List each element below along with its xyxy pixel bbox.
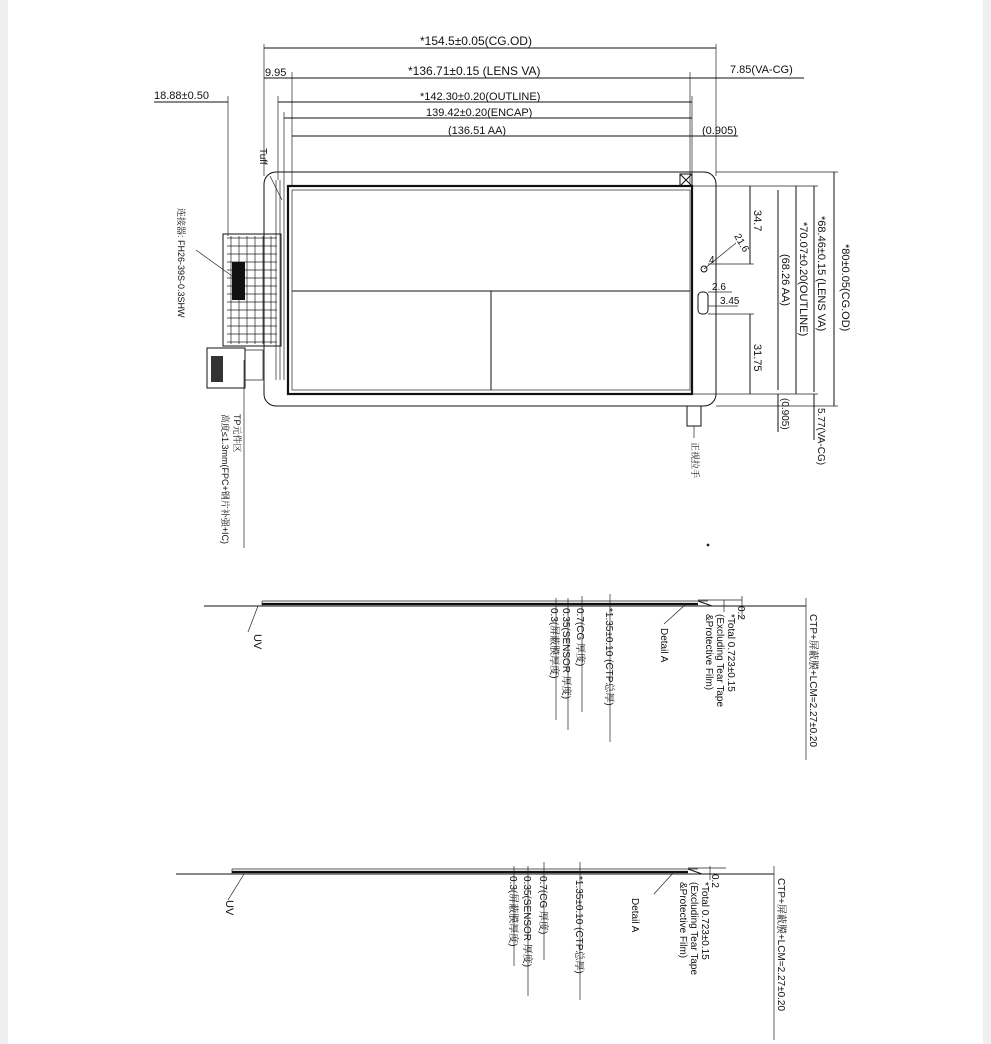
dim-va-cg-bottom: 5.77(VA-CG) [815, 408, 826, 466]
dim-aa-margin-bottom: (0.905) [779, 398, 790, 430]
side-view-1 [204, 594, 820, 760]
dim-cg-od-height: *80±0.05(CG.OD) [839, 244, 851, 332]
dim-outline-width: *142.30±0.20(OUTLINE) [420, 91, 541, 103]
slot-mark [698, 292, 708, 314]
dim-aa-margin-right: (0.905) [702, 125, 737, 137]
total-note-line-3: &Protective Film) [677, 882, 688, 959]
dim-outline-height: *70.07±0.20(OUTLINE) [797, 222, 809, 337]
dim-4: 4 [709, 255, 715, 266]
dim-lens-va-width: *136.71±0.15 (LENS VA) [408, 64, 541, 78]
uv-label: UV [223, 900, 235, 916]
total-note-line-2: (Excluding Tear Tape [688, 882, 699, 976]
ctp-total-label: *1.35±0.10 (CTP总厚) [573, 876, 584, 974]
total-note-line-2: (Excluding Tear Tape [714, 614, 725, 708]
dim-aa-width: (136.51 AA) [448, 125, 507, 137]
mechanical-drawing [8, 0, 983, 1044]
pull-tab [687, 406, 701, 426]
ctp-lcm-label: CTP+屏蔽膜+LCM=2.27±0.20 [775, 878, 786, 1012]
total-note-line-1: *Total 0.723±0.15 [725, 614, 736, 692]
layer-cg-label: 0.7(CG 厚度) [574, 608, 585, 667]
dim-va-cg-top: 7.85(VA-CG) [730, 64, 793, 76]
dim-encap-width: 139.42±0.20(ENCAP) [426, 107, 533, 119]
panel-outline [288, 186, 692, 394]
layer-shield-label: 0.3(屏蔽膜厚度) [507, 876, 518, 947]
dim-3-45: 3.45 [720, 296, 740, 307]
dim-lens-va-height: *68.46±0.15 (LENS VA) [815, 216, 827, 332]
cg-outline [264, 172, 716, 406]
dim-0-2-label: 0.2 [709, 874, 720, 888]
dim-0-2-label: 0.2 [735, 606, 746, 620]
detail-a-label: Detail A [658, 628, 669, 663]
note-connector: 连接器: FH26-39S-0.3SHW [176, 208, 186, 318]
dim-31-75: 31.75 [751, 344, 763, 372]
note-front-handle: 正视拉手 [690, 442, 700, 479]
layer-sensor-label: 0.35(SENSOR 厚度) [521, 876, 532, 968]
dim-34-7: 34.7 [751, 210, 763, 232]
total-note-line-3: &Protective Film) [703, 614, 714, 691]
top-view [154, 34, 851, 548]
total-note-line-1: *Total 0.723±0.15 [699, 882, 710, 960]
note-tp-height: 高度≤1.3mm(FPC+钢片补强+IC) [220, 414, 230, 544]
detail-a-label: Detail A [629, 898, 640, 933]
dim-left-offset: 18.88±0.50 [154, 90, 209, 102]
ctp-total-label: *1.35±0.10 (CTP总厚) [603, 608, 614, 706]
layer-sensor-label: 0.35(SENSOR 厚度) [560, 608, 571, 700]
ctp-lcm-label: CTP+屏蔽膜+LCM=2.27±0.20 [807, 614, 818, 748]
drawing-sheet[interactable] [8, 0, 983, 1044]
dim-aa-height: (68.26 AA) [779, 254, 791, 306]
layer-shield-label: 0.3(屏蔽膜厚度) [548, 608, 559, 679]
side-view-2 [176, 862, 788, 1040]
layer-cg-label: 0.7(CG 厚度) [537, 876, 548, 935]
connector-block [232, 262, 245, 300]
dim-2-6: 2.6 [712, 282, 726, 293]
uv-leader-2 [228, 874, 244, 900]
dim-21-6: 21.6 [731, 232, 751, 255]
uv-label: UV [251, 634, 263, 650]
note-tp-components: TP元件区 [232, 414, 242, 453]
label-tuff: Tuff [257, 148, 268, 165]
dim-left-margin: 9.95 [265, 67, 287, 79]
uv-leader-1 [248, 606, 258, 632]
dim-cg-od-width: *154.5±0.05(CG.OD) [420, 34, 532, 48]
